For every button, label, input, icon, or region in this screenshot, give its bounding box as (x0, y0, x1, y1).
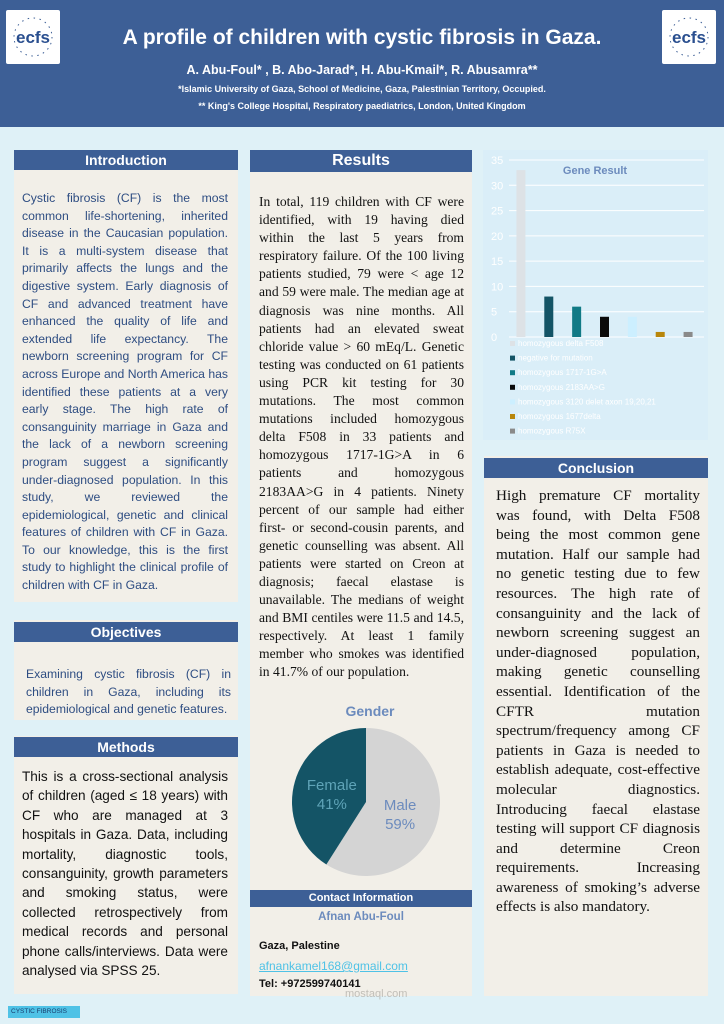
results-heading: Results (250, 150, 472, 172)
legend-label: homozygous 1677delta (518, 412, 601, 421)
bar-4 (628, 317, 637, 337)
affiliation-2: ** King's College Hospital, Respiratory paediatrics, London, United Kingdom (198, 101, 526, 111)
y-tick-label: 0 (491, 332, 498, 344)
pie-label: Male (383, 796, 417, 814)
legend-label: homozygous delta F508 (518, 339, 604, 348)
conclusion-text: High premature CF mortality was found, with Delta F508 being the most common gene mutation. Half our sample had no genetic testing due to few resources. The high rate of consanguinity and the lack of newborn screening suggest an under-diagnosed population, making genetic counselling essential. Identification of the CFTR mutation spectrum/frequency among CF patients in Gaza is needed to establish adequate, cost-effective molecular diagnostics. Introducing faecal elastase testing will support CF diagnosis and determine Creon requirements. Increasing awareness of smoking’s adverse effects is also mandatory. (496, 487, 700, 916)
legend-swatch (510, 414, 515, 419)
y-tick-label: 35 (491, 155, 504, 167)
y-tick-label: 15 (491, 256, 504, 269)
legend-swatch (510, 370, 515, 375)
methods-text: This is a cross-sectional analysis of children (aged ≤ 18 years) with CF who are managed at 3 hospitals in Gaza. Data, including mortality, diagnostic tools, consanguinity, growth parameters and smoking status, were collected retrospectively from medical records and personal phone calls/interviews. Data were analysed via SPSS 25. (22, 769, 228, 979)
ecfs-logo-icon (662, 10, 716, 64)
legend-swatch (510, 341, 515, 346)
svg-text:ecfs: ecfs (15, 28, 51, 47)
introduction-heading: Introduction (14, 150, 238, 170)
legend-swatch (510, 429, 515, 434)
legend-label: homozygous 3120 delet axon 19,20,21 (518, 397, 656, 407)
gene-result-bar-chart (483, 150, 708, 440)
bar-3 (600, 317, 609, 337)
gender-pie-chart (250, 700, 472, 880)
pie-percent: 41% (316, 796, 347, 814)
y-tick-label: 10 (491, 281, 504, 294)
header-banner (0, 0, 724, 127)
svg-text:ecfs: ecfs (671, 28, 707, 47)
authors-line: A. Abu-Foul* , B. Abo-Jarad*, H. Abu-Kmail*, R. Abusamra** (186, 63, 538, 77)
y-tick-label: 5 (491, 306, 498, 319)
conclusion-heading: Conclusion (484, 458, 708, 478)
contact-name: Afnan Abu-Foul (318, 911, 404, 923)
legend-label: negative for mutation (518, 353, 593, 363)
y-tick-label: 25 (491, 205, 504, 218)
pie-percent: 59% (385, 815, 416, 833)
legend-label: homozygous R75X (518, 426, 586, 436)
bar-1 (544, 297, 553, 337)
bar-6 (684, 332, 693, 337)
gene-chart-title: Gene Result (562, 165, 628, 177)
bar-5 (656, 332, 665, 337)
pie-label: Female (306, 777, 357, 795)
legend-swatch (510, 385, 515, 390)
objectives-text: Examining cystic fibrosis (CF) in children in Gaza, including its epidemiological and genetic features. (26, 667, 231, 717)
y-tick-label: 20 (491, 230, 504, 243)
objectives-heading: Objectives (14, 622, 238, 642)
legend-label: homozygous 2183AA>G (518, 382, 605, 392)
methods-heading: Methods (14, 737, 238, 757)
bar-2 (572, 307, 581, 337)
contact-email-link[interactable]: afnankamel168@gmail.com (259, 959, 408, 973)
gene-result-chart-panel (483, 150, 708, 440)
affiliation-1: *Islamic University of Gaza, School of Medicine, Gaza, Palestinian Territory, Occupied. (178, 84, 546, 94)
contact-heading: Contact Information (250, 890, 472, 907)
footer-tag: CYSTIC FIBROSIS (8, 1006, 80, 1018)
ecfs-logo-right (662, 10, 716, 64)
introduction-text: Cystic fibrosis (CF) is the most common life-shortening, inherited disease in the Caucasian population. It is a multi-system disease that primarily affects the lungs and the digestive system. Early diagnosis of CF and advanced treatment have enhanced the quality of life and extended life expectancy. The newborn screening program for CF across Europe and North America has identified these patients at a very early stage. The high rate of consanguinity marriage in Gaza and the lack of a newborn screening program suggest a significantly under-diagnosed population. In this study, we reviewed the epidemiological, genetic and clinical features of children with CF in Gaza. To our knowledge, this is the first study to highlight the clinical profile of children with CF in Gaza. (22, 191, 228, 593)
watermark: mostaql.com (345, 988, 408, 1000)
contact-phone: Tel: +972599740141 (259, 978, 361, 990)
ecfs-logo-icon (6, 10, 60, 64)
legend-swatch (510, 399, 515, 404)
results-text: In total, 119 children with CF were identified, with 19 having died within the last 5 years from respiratory failure. Of the 100 living patients studied, 79 were < age 12 and 59 were male. The median age at diagnosis was nine months. All patients had an elevated sweat chloride value > 60 mEq/L. Genetic testing was conducted on 61 patients using PCR kit testing for 30 mutations. The most common mutations included homozygous delta F508 in 33 patients and homozygous 1717-1G>A in 6 patients and homozygous 2183AA>G in 4 patients. Ninety percent of our sample had either first- or second-cousin parents, and genetic counselling was absent. All patients were started on Creon at diagnosis; faecal elastase is unavailable. The medians of weight and BMI centiles were 11.5 and 14.5, respectively. At least 1 family member who smokes was identified in 41.7% of our population. (259, 194, 464, 680)
gender-chart-title: Gender (345, 703, 395, 719)
legend-swatch (510, 356, 515, 361)
ecfs-logo-left (6, 10, 60, 64)
poster-title: A profile of children with cystic fibrosis in Gaza. (122, 26, 602, 49)
bar-0 (516, 170, 525, 337)
legend-label: homozygous 1717-1G>A (518, 368, 607, 378)
y-tick-label: 30 (491, 180, 504, 193)
contact-location: Gaza, Palestine (259, 940, 340, 952)
